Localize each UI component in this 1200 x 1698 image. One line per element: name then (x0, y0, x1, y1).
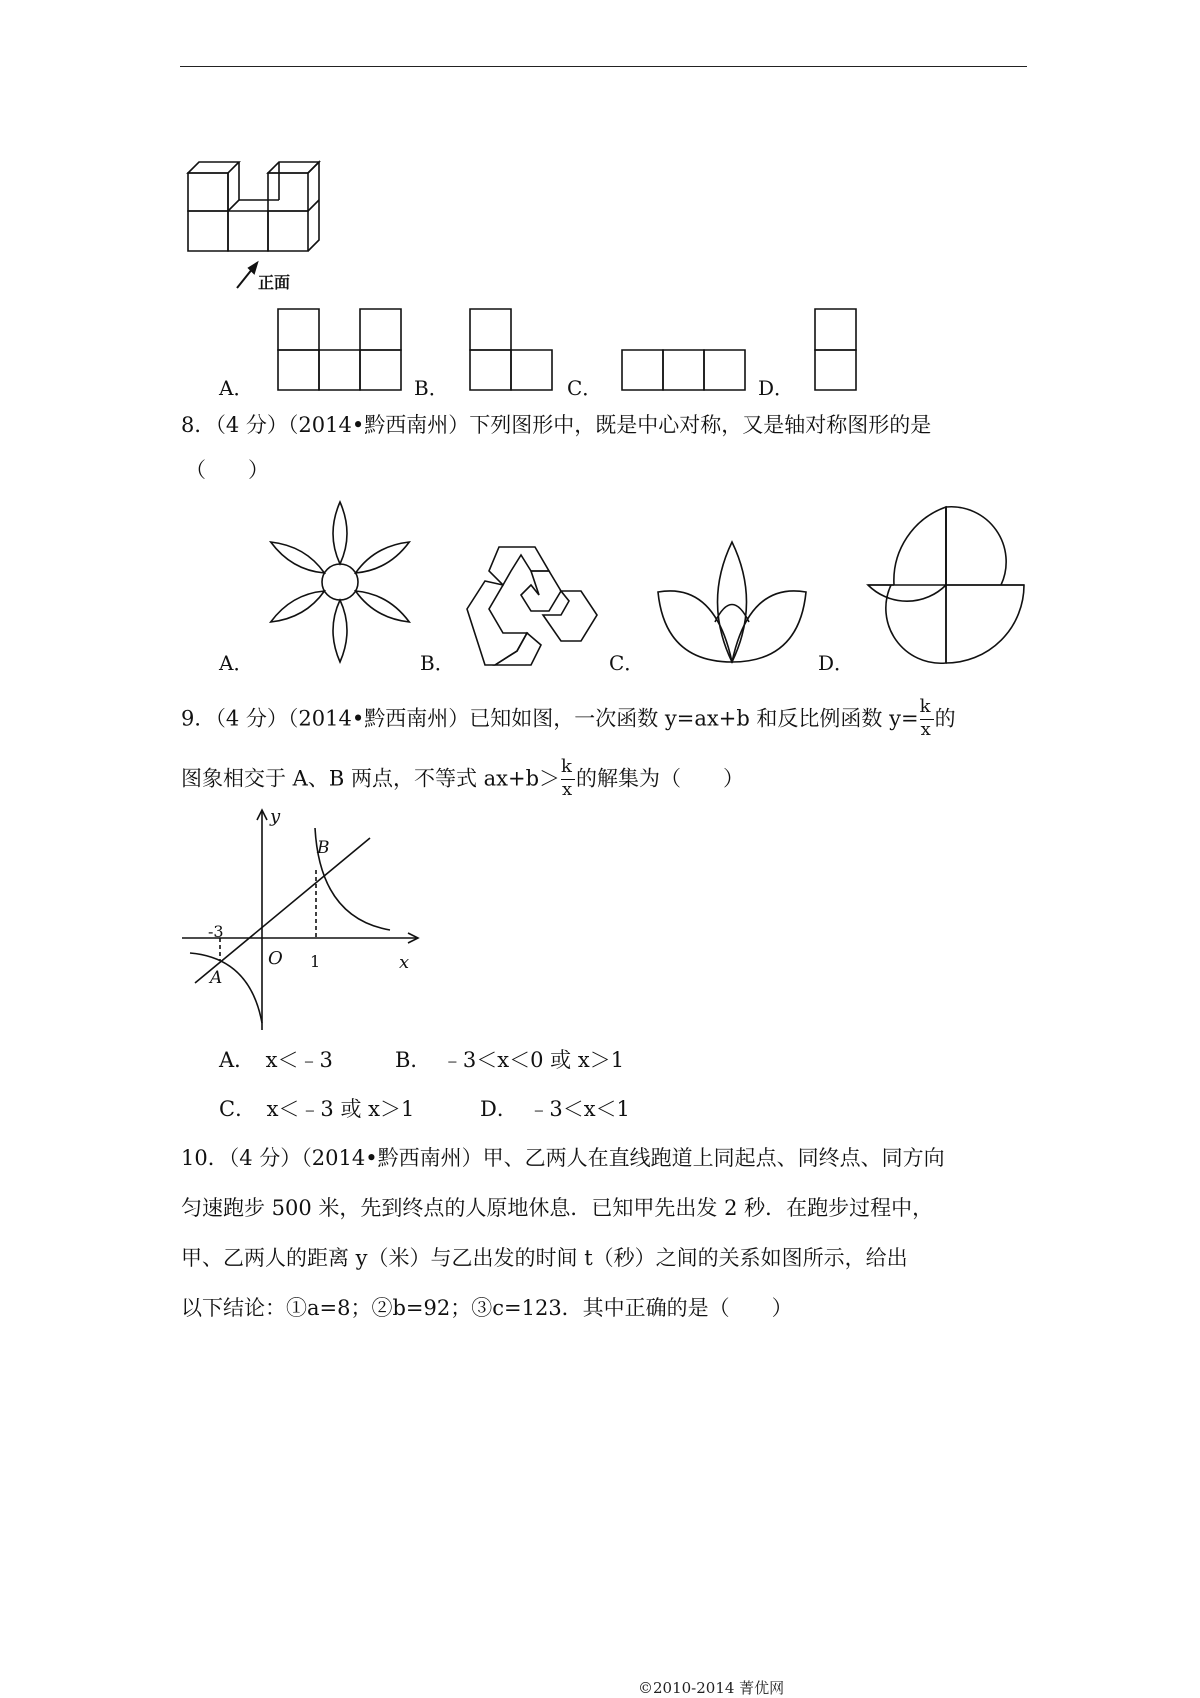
q9-graph-tick-1: 1 (310, 952, 321, 971)
q8-stem-line1: 8．（4 分）（2014•黔西南州）下列图形中，既是中心对称，又是轴对称图形的是 (181, 413, 932, 437)
q9-frac-den: x (920, 719, 931, 740)
q9-stem-line2 (181, 756, 745, 800)
q9-option-b: B． ﹣3＜x＜0 或 x＞1 (395, 1048, 625, 1072)
q9-fraction-k-over-x (919, 696, 934, 740)
q9-stem-line2-text: 图象相交于 A、B 两点，不等式 ax+b＞ (181, 766, 561, 791)
q8-option-d-pinwheel (866, 505, 1026, 670)
q9-frac2-den: x (562, 779, 573, 800)
q10-stem-line3: 甲、乙两人的距离 y（米）与乙出发的时间 t（秒）之间的关系如图所示，给出 (181, 1246, 908, 1270)
q7-option-c-label: C． (567, 376, 603, 400)
q9-stem-line1 (181, 696, 956, 740)
q9-fraction-k-over-x-2 (561, 756, 575, 800)
q9-graph-origin-label: O (268, 948, 283, 969)
q9-frac2-num: k (561, 756, 572, 777)
q7-option-c-view (620, 348, 750, 392)
q9-option-a: A． x＜﹣3 (219, 1048, 333, 1072)
q8-option-a-flower (265, 500, 415, 665)
q8-option-b-recycle (465, 545, 600, 670)
header-rule (180, 66, 1027, 67)
q9-stem-line2-end: 的解集为（ ） (576, 766, 745, 791)
q8-option-b-label: B． (420, 651, 455, 675)
q10-stem-line1: 10．（4 分）（2014•黔西南州）甲、乙两人在直线跑道上同起点、同终点、同方向 (181, 1146, 945, 1170)
q9-graph-point-b-label: B (317, 838, 330, 858)
q10-stem-line2: 匀速跑步 500 米，先到终点的人原地休息．已知甲先出发 2 秒．在跑步过程中， (181, 1196, 934, 1220)
q7-option-b-view (468, 307, 558, 392)
q9-stem-line1-end: 的 (934, 706, 956, 731)
q9-frac-num: k (919, 696, 931, 717)
q7-option-a-label: A． (219, 376, 254, 400)
page-footer: ©2010-2014 菁优网 (638, 1679, 785, 1697)
q8-option-a-label: A． (219, 651, 254, 675)
q7-option-a-view (276, 307, 406, 392)
q7-front-label: 正面 (258, 273, 291, 292)
q8-option-d-label: D． (818, 651, 855, 675)
q8-option-c-label: C． (609, 651, 645, 675)
q9-option-c: C． x＜﹣3 或 x＞1 (219, 1097, 415, 1121)
q7-option-d-label: D． (758, 376, 795, 400)
q9-graph-point-a-label: A (210, 968, 223, 988)
q8-option-c-lotus (655, 512, 810, 667)
q9-stem-line1-text: 9．（4 分）（2014•黔西南州）已知如图，一次函数 y=ax+b 和反比例函数 y= (181, 706, 919, 731)
q9-graph-y-label: y (270, 806, 281, 827)
q10-stem-line4: 以下结论：①a=8；②b=92；③c=123．其中正确的是（ ） (181, 1296, 793, 1320)
q9-function-graph (180, 808, 420, 1033)
q7-option-b-label: B． (414, 376, 449, 400)
q9-graph-tick-neg3: -3 (208, 922, 224, 941)
q7-option-d-view (813, 307, 861, 392)
q9-graph-x-label: x (399, 952, 410, 973)
q8-stem-line2: （ ） (185, 458, 269, 482)
q9-option-d: D． ﹣3＜x＜1 (480, 1097, 630, 1121)
